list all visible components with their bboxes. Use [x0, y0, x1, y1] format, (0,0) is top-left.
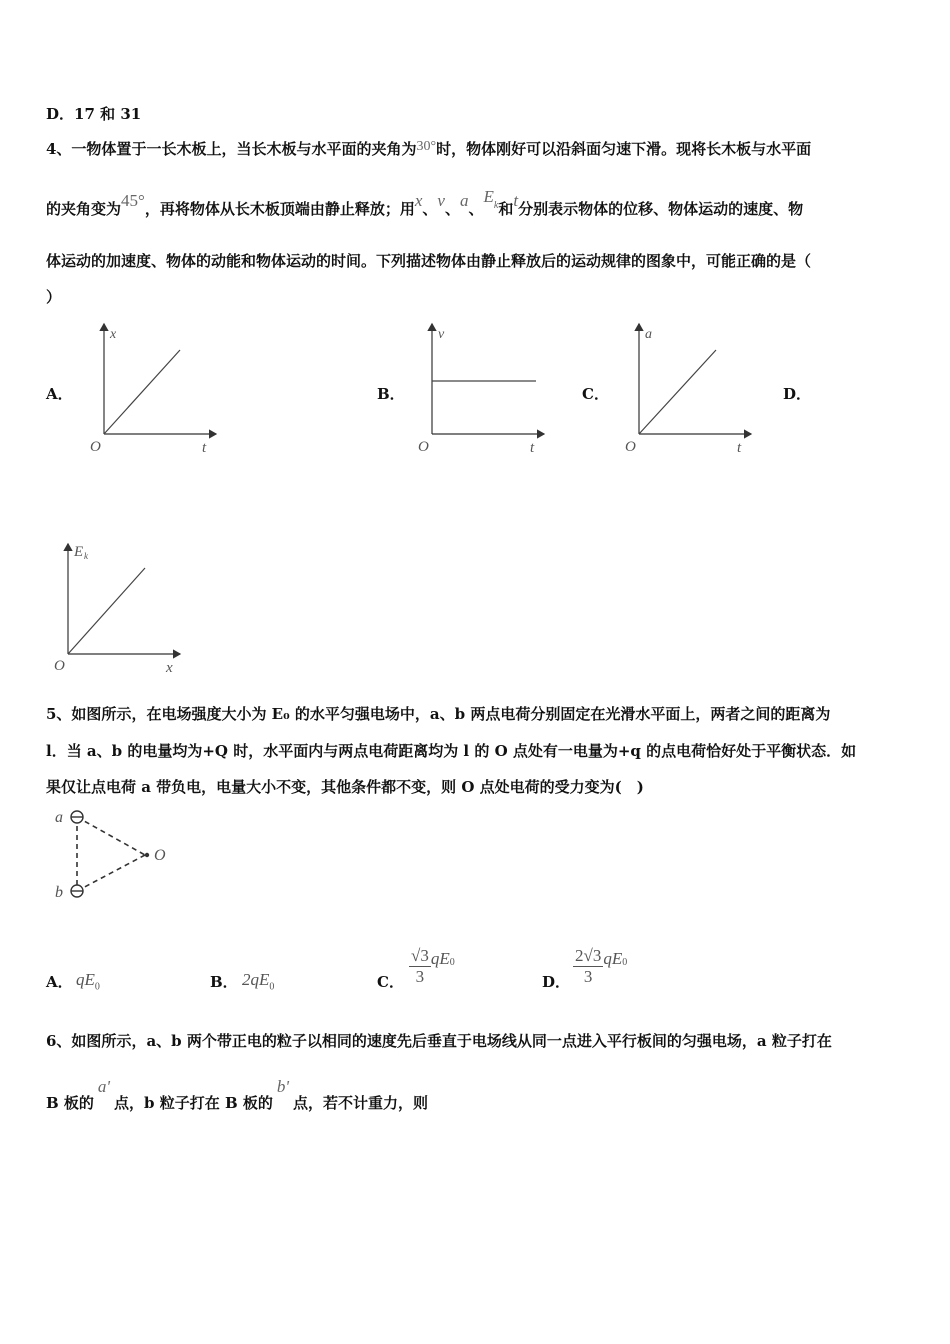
graph-b-x-label: t: [530, 440, 535, 456]
graph-a-y-label: x: [110, 327, 117, 342]
bo-dashed-line: [77, 855, 145, 891]
q5-c-sub: 0: [449, 957, 455, 968]
graph-a-line: [104, 350, 180, 434]
q5-option-d-value[interactable]: [573, 946, 627, 987]
graph-a: [84, 318, 224, 458]
q4-l2a: 的夹角变为: [46, 200, 122, 218]
q4-option-d-label[interactable]: D．: [783, 385, 812, 403]
graph-d: [48, 540, 188, 680]
q6-line-2: [46, 1077, 429, 1113]
graph-d-x-label: x: [166, 660, 173, 676]
graph-b-y-label: v: [438, 327, 445, 342]
symbol-a: a: [459, 191, 469, 210]
ao-dashed-line: [77, 817, 145, 855]
sep-2: 、: [444, 200, 460, 218]
point-o-icon: [145, 853, 149, 857]
graph-c-line: [639, 350, 716, 434]
q6-line-1: 6、如图所示，a、b 两个带正电的粒子以相同的速度先后垂直于电场线从同一点进入平行板间的匀强电场，a 粒子打在: [46, 1032, 832, 1050]
graph-a-x-label: t: [202, 440, 207, 456]
sep-3: 、: [468, 200, 484, 218]
label-o: O: [154, 847, 166, 864]
q4-l1a: 4、一物体置于一长木板上，当长木板与水平面的夹角为: [46, 140, 417, 158]
q6-l2c: 点，若不计重力，则: [293, 1094, 429, 1112]
graph-c-x-label: t: [737, 440, 742, 456]
q6-l2a: B 板的: [46, 1094, 94, 1112]
q4-line-1: [46, 138, 811, 159]
q6-l2b: 点，b 粒子打在 B 板的: [114, 1094, 273, 1112]
q5-c-fraction: [409, 946, 431, 987]
q5-option-a-value[interactable]: [76, 970, 100, 992]
q4-l2b: ，再将物体从长木板顶端由静止释放；用: [144, 200, 415, 218]
graph-c: [619, 318, 759, 458]
q5-line-3: 果仅让点电荷 a 带负电，电量大小不变，其他条件都不变，则 O 点处电荷的受力变为( ): [46, 778, 644, 796]
q4-option-c-label[interactable]: C．: [582, 385, 609, 403]
q5-c-den: 3: [415, 967, 425, 986]
prev-option-d: D．17 和 31: [46, 105, 142, 123]
and-text: 和: [498, 200, 514, 218]
graph-d-y-label: E: [74, 544, 84, 560]
sep-1: 、: [422, 200, 438, 218]
q5-option-c-value[interactable]: [409, 946, 455, 987]
q5-a-sub: 0: [94, 981, 100, 993]
q4-l2c: 分别表示物体的位移、物体运动的速度、物: [518, 200, 804, 218]
graph-d-y-subscript: k: [84, 551, 88, 561]
symbol-k: k: [493, 200, 499, 211]
q5-a-expr: qE: [76, 970, 95, 989]
q5-d-tail: qE: [603, 948, 623, 968]
graph-b-origin: O: [418, 439, 429, 455]
label-b: b: [55, 884, 63, 901]
q5-d-num: 2√3: [575, 946, 602, 965]
graph-c-y-label: a: [645, 327, 652, 342]
symbol-v: v: [437, 191, 445, 210]
q4-l1b: 时，物体刚好可以沿斜面匀速下滑。现将长木板与水平面: [436, 140, 812, 158]
q5-option-d-label[interactable]: D．: [542, 973, 571, 991]
q5-line-1: 5、如图所示，在电场强度大小为 E₀ 的水平匀强电场中，a、b 两点电荷分别固定在光滑水平面上，两者之间的距离为: [46, 705, 831, 723]
q4-option-b-label[interactable]: B．: [377, 385, 405, 403]
q5-option-a-label[interactable]: A．: [46, 973, 73, 991]
q5-b-sub: 0: [269, 981, 275, 993]
q5-option-b-value[interactable]: [242, 970, 274, 992]
q5-line-2: l．当 a、b 的电量均为+Q 时，水平面内与两点电荷距离均为 l 的 O 点处有一电量为+q 的点电荷恰好处于平衡状态．如: [46, 742, 857, 760]
q4-option-a-label[interactable]: A．: [46, 385, 73, 403]
point-a-prime: a': [97, 1077, 111, 1096]
q5-option-c-label[interactable]: C．: [377, 973, 404, 991]
q5-b-expr: 2qE: [242, 970, 270, 989]
q5-c-num: √3: [411, 946, 429, 965]
graph-c-origin: O: [625, 439, 636, 455]
graph-d-origin: O: [54, 658, 65, 674]
charge-diagram: [50, 804, 180, 909]
graph-d-line: [68, 568, 145, 654]
q4-line-3: 体运动的加速度、物体的动能和物体运动的时间。下列描述物体由静止释放后的运动规律的图象中，可能正确的是（: [46, 252, 812, 270]
q5-d-den: 3: [583, 967, 593, 986]
point-b-prime: b': [276, 1077, 290, 1096]
angle-30: 30°: [416, 139, 437, 154]
symbol-t: t: [513, 191, 519, 210]
symbol-e: E: [483, 187, 494, 206]
angle-45: 45°: [121, 191, 145, 210]
q5-d-fraction: [573, 946, 603, 987]
q4-line-2: [46, 187, 804, 219]
q5-d-sub: 0: [622, 957, 628, 968]
graph-b: [412, 318, 552, 458]
q4-line-4: ）: [46, 288, 62, 306]
label-a: a: [55, 809, 63, 826]
graph-a-origin: O: [90, 439, 101, 455]
symbol-x: x: [414, 191, 423, 210]
q5-option-b-label[interactable]: B．: [210, 973, 238, 991]
q5-c-tail: qE: [430, 948, 450, 968]
